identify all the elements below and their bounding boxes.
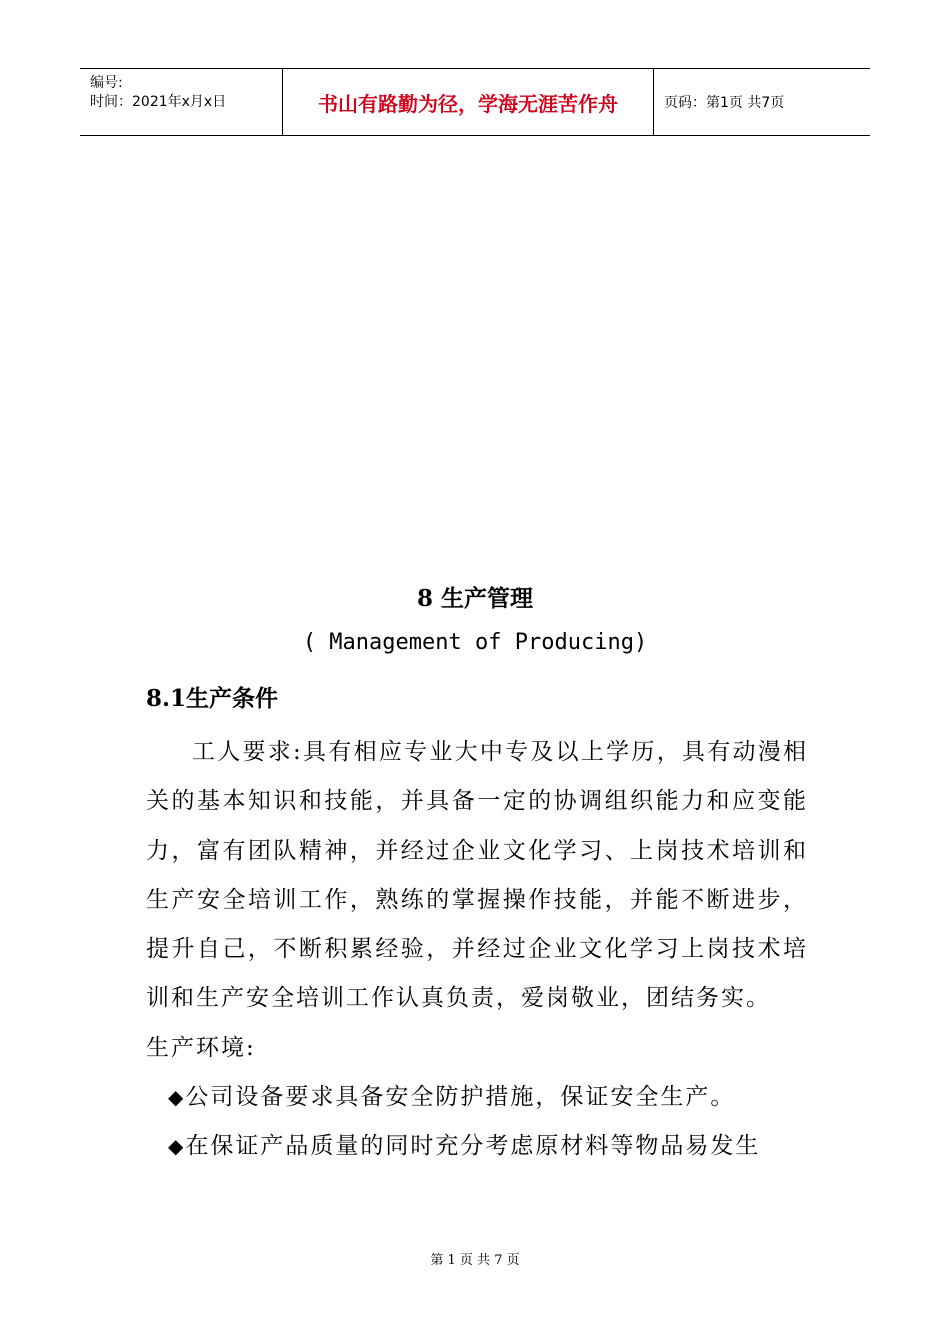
- header-page-info: 页码：第1页 共7页: [664, 95, 785, 111]
- header-motto: 书山有路勤为径，学海无涯苦作舟: [282, 69, 654, 135]
- header-meta: [80, 69, 282, 135]
- section-title: 8.1生产条件: [146, 685, 279, 712]
- page-header: [80, 68, 870, 136]
- bullet-text: 在保证产品质量的同时充分考虑原材料等物品易发生: [185, 1133, 761, 1160]
- env-label: 生产环境:: [146, 1034, 256, 1061]
- page-footer: 第 1 页 共 7 页: [430, 1253, 520, 1268]
- diamond-bullet-icon: ◆: [168, 1134, 186, 1159]
- diamond-bullet-icon: ◆: [168, 1085, 186, 1110]
- chapter-title: 8 生产管理: [416, 585, 533, 612]
- date-label: 时间：2021年x月x日: [90, 94, 227, 110]
- list-item: [146, 1073, 808, 1122]
- bullet-text: 公司设备要求具备安全防护措施，保证安全生产。: [185, 1084, 736, 1111]
- list-item: [146, 1122, 808, 1171]
- document-body: [146, 728, 808, 1172]
- serial-label: 编号:: [90, 75, 123, 91]
- chapter-subtitle: ( Management of Producing): [302, 630, 648, 655]
- paragraph-worker-requirements: 工人要求:具有相应专业大中专及以上学历，具有动漫相关的基本知识和技能，并具备一定的协调组织能力和应变能力，富有团队精神，并经过企业文化学习、上岗技术培训和生产安全培训工作，熟练的掌握操作技能，并能不断进步，提升自己，不断积累经验，并经过企业文化学习上岗技术培训和生产安全培训工作认真负责，爱岗敬业，团结务实。: [146, 739, 808, 1012]
